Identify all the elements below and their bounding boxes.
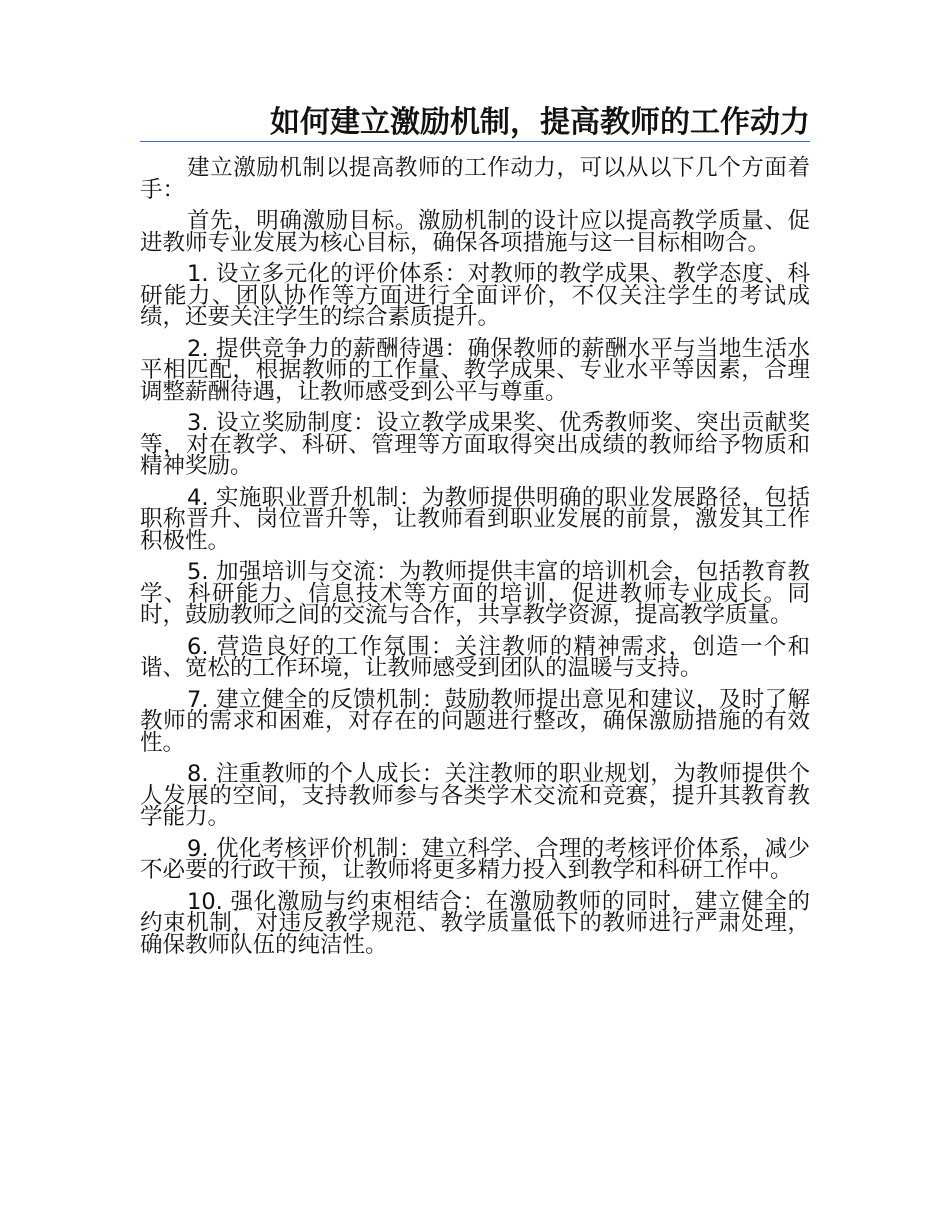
paragraph-item-5: 5. 加强培训与交流：为教师提供丰富的培训机会，包括教育教学、科研能力、信息技术等方面的培训，促进教师专业成长。同时，鼓励教师之间的交流与合作，共享教学资源，提高教学质量。 (140, 559, 810, 628)
document-title: 如何建立激励机制，提高教师的工作动力 (270, 105, 810, 140)
paragraph-item-4: 4. 实施职业晋升机制：为教师提供明确的职业发展路径，包括职称晋升、岗位晋升等，让教师看到职业发展的前景，激发其工作积极性。 (140, 484, 810, 554)
paragraph-item-3: 3. 设立奖励制度：设立教学成果奖、优秀教师奖、突出贡献奖等，对在教学、科研、管理等方面取得突出成绩的教师给予物质和精神奖励。 (140, 410, 810, 479)
paragraph-item-8: 8. 注重教师的个人成长：关注教师的职业规划，为教师提供个人发展的空间，支持教师参与各类学术交流和竞赛，提升其教育教学能力。 (140, 761, 810, 830)
paragraph-intro: 建立激励机制以提高教师的工作动力，可以从以下几个方面着手： (140, 155, 810, 203)
paragraph-first: 首先，明确激励目标。激励机制的设计应以提高教学质量、促进教师专业发展为核心目标，确保各项措施与这一目标相吻合。 (140, 208, 810, 256)
paragraph-item-10: 10. 强化激励与约束相结合：在激励教师的同时，建立健全的约束机制，对违反教学规范、教学质量低下的教师进行严肃处理，确保教师队伍的纯洁性。 (140, 888, 810, 958)
title-underline (140, 141, 810, 142)
paragraph-item-7: 7. 建立健全的反馈机制：鼓励教师提出意见和建议，及时了解教师的需求和困难，对存在的问题进行整改，确保激励措施的有效性。 (140, 686, 810, 756)
paragraph-item-9: 9. 优化考核评价机制：建立科学、合理的考核评价体系，减少不必要的行政干预，让教师将更多精力投入到教学和科研工作中。 (140, 835, 810, 883)
paragraph-item-1: 1. 设立多元化的评价体系：对教师的教学成果、教学态度、科研能力、团队协作等方面进行全面评价，不仅关注学生的考试成绩，还要关注学生的综合素质提升。 (140, 261, 810, 330)
paragraph-item-2: 2. 提供竞争力的薪酬待遇：确保教师的薪酬水平与当地生活水平相匹配，根据教师的工作量、教学成果、专业水平等因素，合理调整薪酬待遇，让教师感受到公平与尊重。 (140, 335, 810, 405)
document-body (140, 155, 810, 966)
paragraph-item-6: 6. 营造良好的工作氛围：关注教师的精神需求，创造一个和谐、宽松的工作环境，让教师感受到团队的温暖与支持。 (140, 633, 810, 681)
